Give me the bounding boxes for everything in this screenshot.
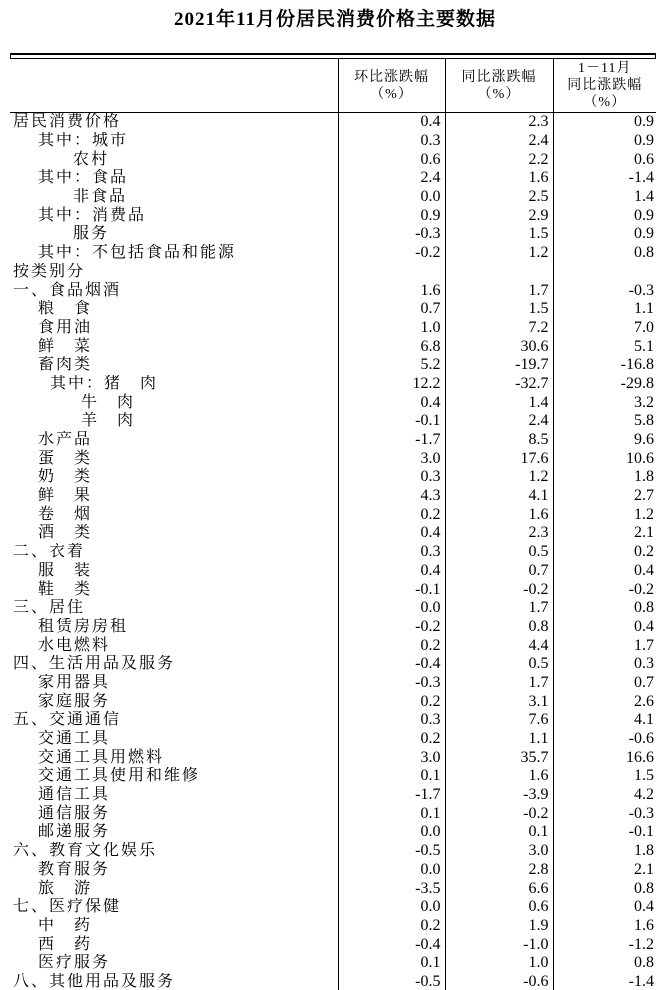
cell-ytd: 2.1: [553, 861, 656, 880]
table-row: [10, 823, 656, 842]
cell-yoy: -1.0: [445, 935, 553, 954]
cell-mom: 12.2: [338, 375, 445, 394]
cell-ytd: 0.8: [553, 599, 656, 618]
row-label: 交通工具使用和维修: [38, 767, 201, 785]
cell-yoy: 0.8: [445, 618, 553, 637]
table-row: [10, 973, 656, 990]
cell-ytd: -0.1: [553, 823, 656, 842]
table-row: [10, 487, 656, 506]
table-row: [10, 562, 656, 581]
cell-mom: 2.4: [338, 169, 445, 188]
cell-yoy: 3.0: [445, 842, 553, 861]
table-row: [10, 935, 656, 954]
table-row: [10, 150, 656, 169]
cell-mom: 0.4: [338, 524, 445, 543]
cell-yoy: 1.5: [445, 300, 553, 319]
cell-ytd: -1.2: [553, 935, 656, 954]
cell-ytd: -0.3: [553, 804, 656, 823]
table-row: [10, 636, 656, 655]
col-header-ytd-line1: 1－11月: [578, 61, 632, 76]
cell-ytd: 7.0: [553, 319, 656, 338]
cell-ytd: 1.5: [553, 767, 656, 786]
cell-mom: 0.3: [338, 711, 445, 730]
row-label: 四、生活用品及服务: [13, 655, 176, 673]
col-header-ytd-line2: 同比涨跌幅（%）: [567, 78, 643, 110]
row-label: 牛 肉: [81, 393, 136, 411]
col-header-mom-line1: 环比涨跌幅: [354, 69, 429, 85]
table-row: [10, 599, 656, 618]
row-label: 家用器具: [38, 673, 111, 691]
row-label: 奶 类: [38, 468, 93, 486]
row-label: 旅 游: [38, 879, 93, 897]
row-label: 水产品: [38, 431, 93, 449]
cell-ytd: -1.4: [553, 973, 656, 990]
row-label: 一、食品烟酒: [13, 281, 122, 299]
cell-mom: 4.3: [338, 487, 445, 506]
row-label: 邮递服务: [38, 823, 111, 841]
table-row: [10, 543, 656, 562]
table-row: [10, 804, 656, 823]
table-row: [10, 730, 656, 749]
table-row: [10, 431, 656, 450]
cell-yoy: 1.7: [445, 599, 553, 618]
cell-ytd: 16.6: [553, 748, 656, 767]
cell-yoy: 2.3: [445, 524, 553, 543]
cell-mom: 0.0: [338, 823, 445, 842]
table-row: [10, 692, 656, 711]
cell-ytd: 0.2: [553, 543, 656, 562]
col-header-ytd: [553, 59, 656, 113]
cell-yoy: 8.5: [445, 431, 553, 450]
cell-mom: [338, 263, 445, 282]
table-row: [10, 393, 656, 412]
cell-ytd: -29.8: [553, 375, 656, 394]
table-row: [10, 356, 656, 375]
cell-ytd: 0.8: [553, 879, 656, 898]
cell-ytd: -16.8: [553, 356, 656, 375]
cell-ytd: 10.6: [553, 449, 656, 468]
row-label: 其中：城市: [38, 132, 129, 150]
table-header: [10, 59, 656, 113]
cell-yoy: 0.7: [445, 562, 553, 581]
cell-ytd: [553, 263, 656, 282]
cell-yoy: 1.9: [445, 917, 553, 936]
row-label: 鲜 菜: [38, 337, 93, 355]
row-label: 羊 肉: [81, 412, 136, 430]
row-label: 通信工具: [38, 786, 111, 804]
cell-ytd: 0.8: [553, 244, 656, 263]
cell-yoy: 2.9: [445, 206, 553, 225]
table-row: [10, 206, 656, 225]
cell-mom: 0.2: [338, 730, 445, 749]
table-row: [10, 412, 656, 431]
cell-ytd: 4.2: [553, 786, 656, 805]
cell-mom: 0.7: [338, 300, 445, 319]
cell-ytd: 0.3: [553, 655, 656, 674]
row-label: 鞋 类: [38, 580, 93, 598]
table-row: [10, 618, 656, 637]
cell-mom: 0.0: [338, 861, 445, 880]
cell-ytd: 2.7: [553, 487, 656, 506]
cell-yoy: 1.7: [445, 674, 553, 693]
cell-mom: 0.2: [338, 692, 445, 711]
cell-mom: -0.1: [338, 412, 445, 431]
cell-yoy: 2.4: [445, 132, 553, 151]
row-label: 食用油: [38, 318, 93, 336]
row-label: 七、医疗保健: [13, 898, 122, 916]
cell-ytd: 0.9: [553, 113, 656, 132]
cell-ytd: 1.1: [553, 300, 656, 319]
row-label: 农村: [73, 150, 110, 168]
table-row: [10, 898, 656, 917]
cell-yoy: 1.6: [445, 767, 553, 786]
cell-ytd: 1.4: [553, 188, 656, 207]
cell-mom: -3.5: [338, 879, 445, 898]
cell-mom: 0.2: [338, 505, 445, 524]
table-row: [10, 748, 656, 767]
row-label: 酒 类: [38, 524, 93, 542]
cpi-table-container: [10, 53, 656, 990]
table-row: [10, 505, 656, 524]
cell-yoy: 1.1: [445, 730, 553, 749]
cell-mom: -1.7: [338, 431, 445, 450]
cell-yoy: [445, 263, 553, 282]
cell-mom: 1.0: [338, 319, 445, 338]
cell-mom: -0.3: [338, 225, 445, 244]
cell-yoy: 4.1: [445, 487, 553, 506]
cell-ytd: 1.8: [553, 468, 656, 487]
table-row: [10, 674, 656, 693]
table-row: [10, 468, 656, 487]
row-label: 鲜 果: [38, 487, 93, 505]
cell-mom: -1.7: [338, 786, 445, 805]
cell-mom: 0.3: [338, 543, 445, 562]
cell-mom: 0.1: [338, 804, 445, 823]
cell-ytd: 0.6: [553, 150, 656, 169]
cell-ytd: 1.6: [553, 917, 656, 936]
cell-ytd: 5.1: [553, 337, 656, 356]
cell-yoy: 0.6: [445, 898, 553, 917]
cell-yoy: 2.8: [445, 861, 553, 880]
cell-yoy: 1.5: [445, 225, 553, 244]
table-row: [10, 319, 656, 338]
table-row: [10, 169, 656, 188]
cell-yoy: 30.6: [445, 337, 553, 356]
row-label: 水电燃料: [38, 636, 111, 654]
row-label: 蛋 类: [38, 449, 93, 467]
cell-mom: 1.6: [338, 281, 445, 300]
cell-mom: 6.8: [338, 337, 445, 356]
cell-ytd: 4.1: [553, 711, 656, 730]
cell-ytd: 1.8: [553, 842, 656, 861]
cell-yoy: 2.2: [445, 150, 553, 169]
cell-mom: 0.4: [338, 113, 445, 132]
cell-yoy: 2.4: [445, 412, 553, 431]
row-label: 交通工具: [38, 730, 111, 748]
cell-yoy: 1.0: [445, 954, 553, 973]
table-body: [10, 113, 656, 990]
row-label: 非食品: [73, 188, 128, 206]
row-label: 畜肉类: [38, 356, 93, 374]
cell-yoy: 2.3: [445, 113, 553, 132]
cell-yoy: 17.6: [445, 449, 553, 468]
row-label: 卷 烟: [38, 505, 93, 523]
row-label: 服 装: [38, 561, 93, 579]
table-row: [10, 132, 656, 151]
cell-mom: -0.4: [338, 655, 445, 674]
table-row: [10, 524, 656, 543]
cell-ytd: -0.3: [553, 281, 656, 300]
table-row: [10, 842, 656, 861]
table-row: [10, 954, 656, 973]
row-label: 西 药: [38, 935, 93, 953]
cell-mom: 0.6: [338, 150, 445, 169]
cell-ytd: 0.4: [553, 898, 656, 917]
cell-ytd: 0.4: [553, 618, 656, 637]
cell-yoy: 7.6: [445, 711, 553, 730]
cell-ytd: -0.2: [553, 580, 656, 599]
col-header-yoy: [445, 59, 553, 113]
table-row: [10, 861, 656, 880]
cell-ytd: 0.7: [553, 674, 656, 693]
cell-mom: 0.2: [338, 636, 445, 655]
table-row: [10, 263, 656, 282]
table-row: [10, 281, 656, 300]
row-label: 按类别分: [13, 262, 86, 280]
cell-mom: -0.2: [338, 244, 445, 263]
row-label: 家庭服务: [38, 692, 111, 710]
table-row: [10, 300, 656, 319]
page-title: 2021年11月份居民消费价格主要数据: [174, 9, 496, 30]
col-header-yoy-line2: （%）: [477, 86, 521, 102]
cell-yoy: 1.7: [445, 281, 553, 300]
cell-mom: -0.3: [338, 674, 445, 693]
cell-ytd: 5.8: [553, 412, 656, 431]
table-row: [10, 711, 656, 730]
cell-ytd: 0.9: [553, 132, 656, 151]
col-header-mom: [338, 59, 445, 113]
row-label: 中 药: [38, 916, 93, 934]
cell-yoy: 6.6: [445, 879, 553, 898]
cell-ytd: -1.4: [553, 169, 656, 188]
cell-yoy: 1.2: [445, 468, 553, 487]
cell-yoy: -0.2: [445, 804, 553, 823]
cell-yoy: 7.2: [445, 319, 553, 338]
cell-yoy: -0.6: [445, 973, 553, 990]
cell-ytd: -0.6: [553, 730, 656, 749]
table-row: [10, 655, 656, 674]
cell-mom: -0.2: [338, 618, 445, 637]
row-label: 居民消费价格: [13, 113, 122, 131]
row-label: 五、交通通信: [13, 711, 122, 729]
cell-mom: 0.0: [338, 898, 445, 917]
table-row: [10, 244, 656, 263]
cell-mom: 0.3: [338, 468, 445, 487]
table-row: [10, 580, 656, 599]
cell-ytd: 0.9: [553, 206, 656, 225]
table-row: [10, 449, 656, 468]
col-header-mom-line2: （%）: [370, 86, 413, 102]
cell-yoy: -3.9: [445, 786, 553, 805]
table-row: [10, 917, 656, 936]
cell-mom: 3.0: [338, 748, 445, 767]
cell-mom: -0.5: [338, 842, 445, 861]
cell-mom: 3.0: [338, 449, 445, 468]
cell-yoy: 1.2: [445, 244, 553, 263]
row-label: 六、教育文化娱乐: [13, 842, 158, 860]
cell-yoy: 3.1: [445, 692, 553, 711]
cell-mom: 0.9: [338, 206, 445, 225]
table-row: [10, 786, 656, 805]
cell-mom: 0.4: [338, 562, 445, 581]
cell-mom: 0.2: [338, 917, 445, 936]
table-row: [10, 375, 656, 394]
row-label: 其中：消费品: [38, 206, 147, 224]
cell-ytd: 9.6: [553, 431, 656, 450]
cell-ytd: 0.8: [553, 954, 656, 973]
row-label: 医疗服务: [38, 954, 111, 972]
col-header-yoy-line1: 同比涨跌幅: [461, 69, 537, 85]
row-label: 其中：猪 肉: [50, 374, 159, 392]
cell-yoy: 4.4: [445, 636, 553, 655]
cell-mom: 0.1: [338, 954, 445, 973]
cell-ytd: 2.6: [553, 692, 656, 711]
header-row: [10, 59, 656, 113]
cell-ytd: 1.2: [553, 505, 656, 524]
table-row: [10, 225, 656, 244]
row-label: 教育服务: [38, 860, 111, 878]
cell-ytd: 3.2: [553, 393, 656, 412]
row-label: 其中：食品: [38, 169, 129, 187]
cell-mom: -0.4: [338, 935, 445, 954]
row-label: 八、其他用品及服务: [13, 972, 176, 990]
cell-ytd: 0.9: [553, 225, 656, 244]
cell-ytd: 0.4: [553, 562, 656, 581]
cell-mom: -0.1: [338, 580, 445, 599]
cell-yoy: 1.6: [445, 169, 553, 188]
cell-yoy: -0.2: [445, 580, 553, 599]
cell-yoy: -19.7: [445, 356, 553, 375]
cell-yoy: 35.7: [445, 748, 553, 767]
row-label: 二、衣着: [13, 543, 86, 561]
row-label: 三、居住: [13, 599, 86, 617]
cell-mom: 0.4: [338, 393, 445, 412]
cell-ytd: 2.1: [553, 524, 656, 543]
row-label: 租赁房房租: [38, 617, 129, 635]
corner-cell: [10, 59, 338, 113]
table-row: [10, 879, 656, 898]
row-label: 粮 食: [38, 300, 93, 318]
cell-mom: -0.5: [338, 973, 445, 990]
cell-mom: 0.1: [338, 767, 445, 786]
table-row: [10, 337, 656, 356]
cell-yoy: 0.1: [445, 823, 553, 842]
row-label: 其中：不包括食品和能源: [38, 244, 237, 262]
cell-mom: 0.0: [338, 188, 445, 207]
row-label: 交通工具用燃料: [38, 748, 165, 766]
table-row: [10, 767, 656, 786]
cell-yoy: 1.4: [445, 393, 553, 412]
table-row: [10, 188, 656, 207]
row-label: 通信服务: [38, 804, 111, 822]
cell-mom: 0.0: [338, 599, 445, 618]
cpi-table: [10, 59, 656, 990]
cell-yoy: 0.5: [445, 655, 553, 674]
row-label: 服务: [73, 225, 110, 243]
cell-mom: 5.2: [338, 356, 445, 375]
cell-yoy: 2.5: [445, 188, 553, 207]
cell-ytd: 1.7: [553, 636, 656, 655]
table-row: [10, 113, 656, 132]
cell-yoy: 0.5: [445, 543, 553, 562]
cell-yoy: -32.7: [445, 375, 553, 394]
cell-mom: 0.3: [338, 132, 445, 151]
cell-yoy: 1.6: [445, 505, 553, 524]
